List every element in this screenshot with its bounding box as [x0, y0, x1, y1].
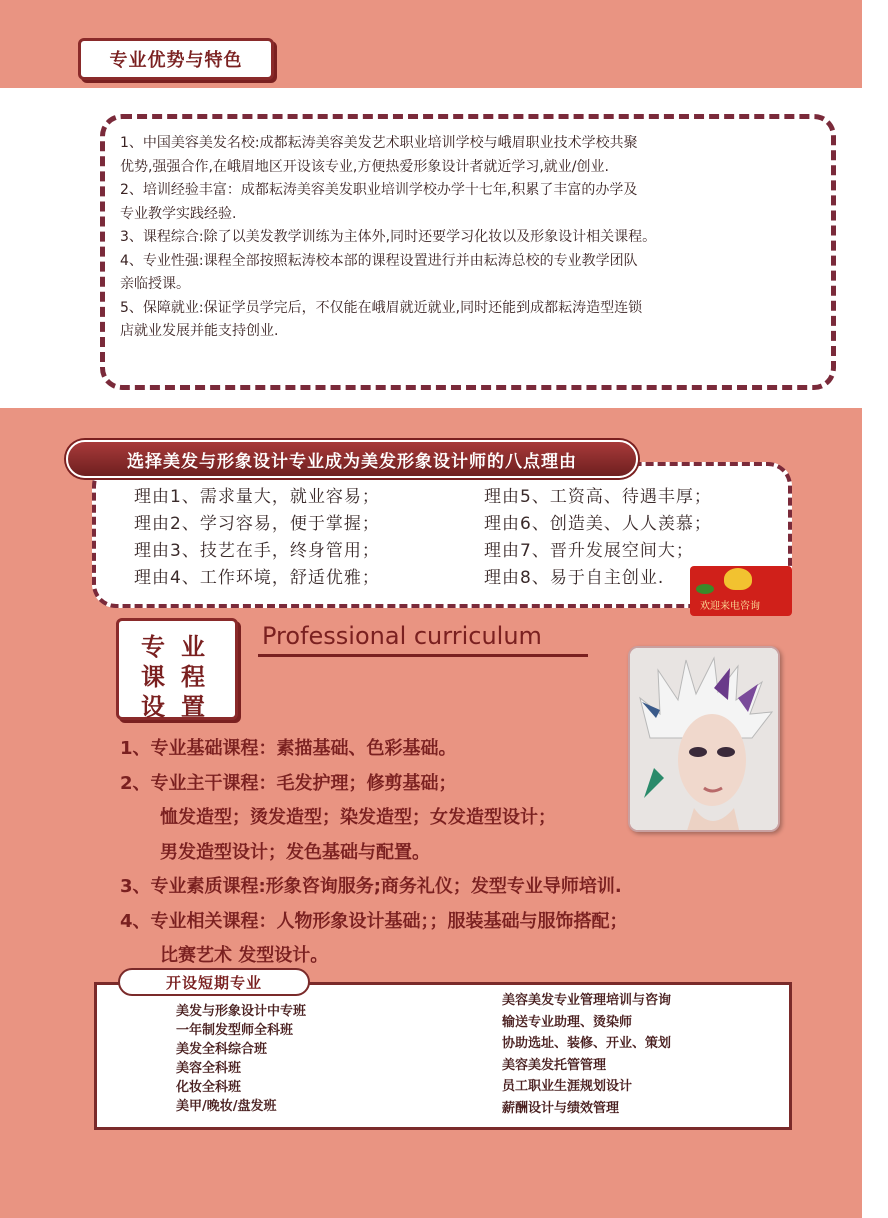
short-term-item: 美容美发托管管理: [502, 1057, 607, 1073]
short-term-item: 美甲/晚妆/盘发班: [176, 1099, 277, 1114]
curriculum-title-box: [116, 618, 238, 720]
reason-item: 理由5、工资高、待遇丰厚；: [484, 487, 712, 507]
advantages-title: 专业优势与特色: [109, 50, 243, 71]
short-term-item: 美发全科综合班: [176, 1042, 268, 1057]
short-term-item: 美容全科班: [176, 1061, 242, 1076]
gift-box-decoration: [690, 566, 792, 616]
course-line: 男发造型设计；发色基础与配置。: [160, 841, 430, 863]
short-term-tab: [118, 968, 310, 996]
short-term-tab-label: 开设短期专业: [165, 973, 262, 992]
reasons-left-column: [134, 484, 380, 592]
gift-bow-icon: [724, 568, 752, 590]
short-term-item: 协助选址、装修、开业、策划: [502, 1036, 672, 1051]
short-term-left-column: [176, 1002, 306, 1116]
reason-item: 理由7、晋升发展空间大；: [484, 541, 694, 561]
reasons-banner: [66, 440, 638, 478]
reason-item: 理由1、需求量大，就业容易；: [134, 487, 380, 507]
short-term-item: 美容美发专业管理培训与咨询: [502, 993, 672, 1008]
course-line: 2、专业主干课程：毛发护理；修剪基础；: [120, 772, 457, 794]
course-line: 比赛艺术 发型设计。: [160, 945, 329, 966]
curriculum-title-row: 专业: [141, 633, 221, 661]
short-term-item: 员工职业生涯规划设计: [502, 1079, 633, 1094]
reason-item: 理由2、学习容易，便于掌握；: [134, 514, 380, 534]
short-term-item: 输送专业助理、烫染师: [502, 1014, 633, 1030]
reason-item: 理由3、技艺在手，终身管用；: [134, 541, 380, 561]
advantages-list: [120, 132, 820, 344]
reason-item: 理由6、创造美、人人羡慕；: [484, 514, 712, 534]
heading-underline: [258, 654, 588, 657]
short-term-right-column: [502, 990, 671, 1119]
reason-item: 理由4、工作环境，舒适优雅；: [134, 568, 380, 588]
course-line: 恤发造型；烫发造型；染发造型；女发造型设计；: [160, 807, 556, 828]
advantage-line: 1、中国美容美发名校:成都耘涛美容美发艺术职业培训学校与峨眉职业技术学校共聚: [120, 135, 638, 151]
advantages-title-box: [78, 38, 274, 80]
curriculum-title-row: 课程: [141, 663, 221, 691]
model-photo: [628, 646, 780, 832]
reasons-right-column: [484, 484, 712, 592]
model-portrait-image: [630, 648, 780, 832]
course-line: 4、专业相关课程：人物形象设计基础；；服装基础与服饰搭配；: [120, 910, 628, 932]
advantage-line: 5、保障就业:保证学员学完后，不仅能在峨眉就近就业,同时还能到成都耘涛造型连锁: [120, 299, 643, 316]
course-line: 1、专业基础课程：素描基础、色彩基础。: [120, 738, 457, 759]
advantage-line: 亲临授课。: [120, 276, 190, 292]
short-term-item: 化妆全科班: [176, 1080, 242, 1095]
professional-curriculum-heading: Professional curriculum: [262, 622, 542, 650]
short-term-item: 一年制发型师全科班: [176, 1023, 294, 1038]
right-margin-strip: [862, 0, 888, 1218]
curriculum-course-list: [120, 732, 628, 974]
reason-item: 理由8、易于自主创业.: [484, 568, 665, 588]
advantage-line: 2、培训经验丰富：成都耘涛美容美发职业培训学校办学十七年,积累了丰富的办学及: [120, 182, 638, 198]
short-term-item: 美发与形象设计中专班: [176, 1004, 307, 1019]
advantage-line: 店就业发展并能支持创业.: [120, 323, 279, 339]
gift-caption: 欢迎来电咨询: [700, 601, 760, 612]
advantage-line: 4、专业性强:课程全部按照耘涛校本部的课程设置进行并由耘涛总校的专业教学团队: [120, 252, 638, 269]
advantage-line: 3、课程综合:除了以美发教学训练为主体外,同时还要学习化妆以及形象设计相关课程。: [120, 229, 657, 245]
course-line: 3、专业素质课程:形象咨询服务;商务礼仪；发型专业导师培训.: [120, 876, 622, 897]
leaf-icon: [696, 584, 714, 594]
advantage-line: 专业教学实践经验.: [120, 205, 237, 222]
short-term-item: 薪酬设计与绩效管理: [502, 1100, 620, 1116]
advantage-line: 优势,强强合作,在峨眉地区开设该专业,方便热爱形象设计者就近学习,就业/创业.: [120, 158, 609, 175]
reasons-banner-text: 选择美发与形象设计专业成为美发形象设计师的八点理由: [127, 451, 577, 472]
curriculum-title-row: 设置: [141, 693, 221, 721]
